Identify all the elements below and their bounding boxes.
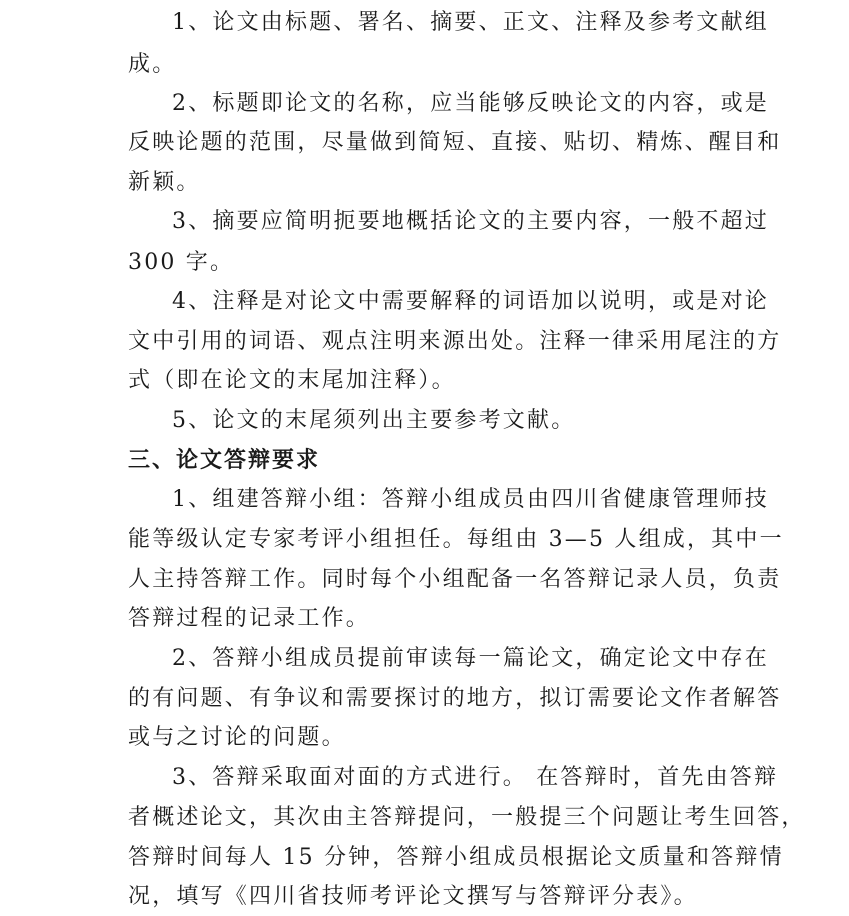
- item-3-line-1: 3、摘要应简明扼要地概括论文的主要内容，一般不超过: [172, 209, 769, 234]
- defense-item-2-line-1: 2、答辩小组成员提前审读每一篇论文，确定论文中存在: [172, 646, 769, 671]
- defense-item-1-line-3: 人主持答辩工作。同时每个小组配备一名答辩记录人员，负责: [128, 567, 782, 592]
- defense-item-1-line-1: 1、组建答辩小组：答辩小组成员由四川省健康管理师技: [172, 487, 769, 512]
- item-4-line-3: 式（即在论文的末尾加注释）。: [128, 368, 456, 393]
- item-3-line-2: 300 字。: [128, 250, 235, 275]
- defense-item-1-line-2: 能等级认定专家考评小组担任。每组由 3—5 人组成，其中一: [128, 527, 784, 552]
- defense-item-3-line-2: 者概述论文，其次由主答辩提问，一般提三个问题让考生回答，: [128, 805, 806, 830]
- defense-item-1-line-4: 答辩过程的记录工作。: [128, 606, 371, 631]
- section-heading: 三、论文答辩要求: [128, 448, 321, 473]
- item-1-line-1: 1、论文由标题、署名、摘要、正文、注释及参考文献组: [172, 10, 769, 35]
- defense-item-2-line-3: 或与之讨论的问题。: [128, 725, 346, 750]
- item-4-line-1: 4、注释是对论文中需要解释的词语加以说明，或是对论: [172, 289, 769, 314]
- item-2-line-1: 2、标题即论文的名称，应当能够反映论文的内容，或是: [172, 91, 769, 116]
- item-1-line-2: 成。: [128, 52, 177, 77]
- defense-item-3-line-4: 况，填写《四川省技师考评论文撰写与答辩评分表》。: [128, 884, 698, 909]
- item-5-line-1: 5、论文的末尾须列出主要参考文献。: [172, 408, 576, 433]
- item-2-line-3: 新颖。: [128, 170, 201, 195]
- item-4-line-2: 文中引用的词语、观点注明来源出处。注释一律采用尾注的方: [128, 329, 782, 354]
- defense-item-2-line-2: 的有问题、有争议和需要探讨的地方，拟订需要论文作者解答: [128, 686, 782, 711]
- item-2-line-2: 反映论题的范围，尽量做到简短、直接、贴切、精炼、醒目和: [128, 130, 782, 155]
- defense-item-3-line-1: 3、答辩采取面对面的方式进行。 在答辩时，首先由答辩: [172, 765, 779, 790]
- defense-item-3-line-3: 答辩时间每人 15 分钟，答辩小组成员根据论文质量和答辩情: [128, 845, 784, 870]
